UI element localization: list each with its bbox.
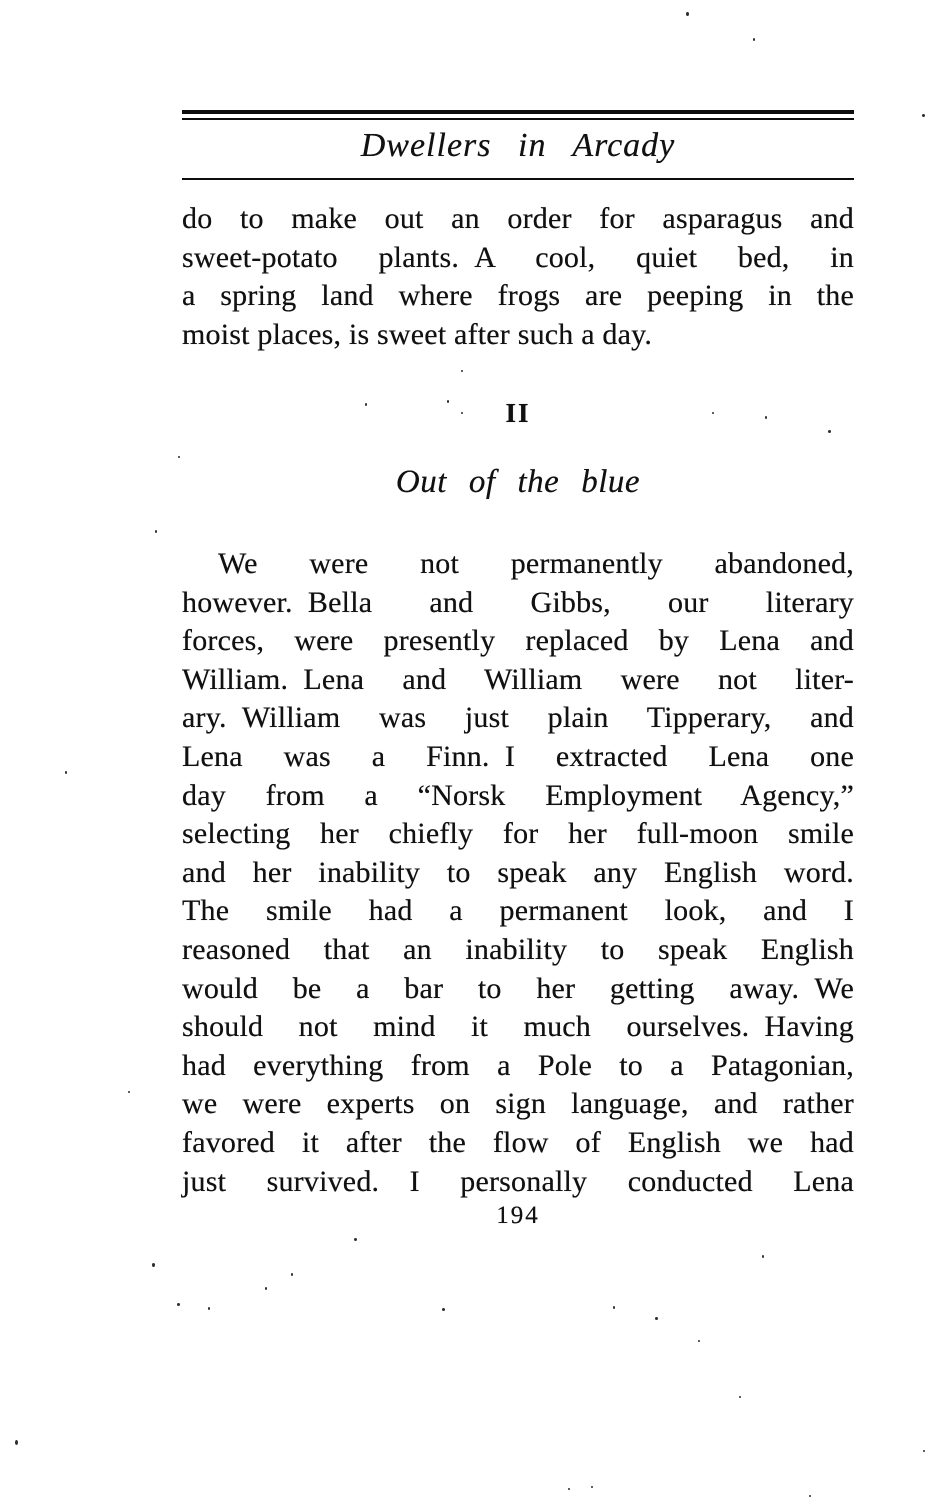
- scan-speck: [178, 456, 180, 458]
- page-number: 194: [496, 1202, 540, 1229]
- scan-speck: [809, 1495, 811, 1497]
- scan-speck: [762, 1255, 764, 1258]
- text-line: should not mind it much ourselves. Having: [182, 1010, 854, 1044]
- scan-speck: [447, 400, 449, 403]
- scan-speck: [128, 1091, 130, 1093]
- paragraph-new-section: [182, 545, 854, 1201]
- scan-speck: [461, 370, 463, 372]
- text-line: just survived. I personally conducted Lena: [182, 1164, 854, 1198]
- scan-speck: [568, 1488, 570, 1490]
- scan-speck: [15, 1440, 18, 1445]
- text-line: would be a bar to her getting away. We: [182, 971, 854, 1005]
- section-title: Out of the blue: [395, 464, 641, 500]
- text-line: forces, were presently replaced by Lena and: [182, 624, 854, 658]
- text-line: William. Lena and William were not liter-: [182, 662, 854, 696]
- text-line: we were experts on sign language, and rather: [182, 1087, 854, 1121]
- scan-speck: [265, 1287, 267, 1290]
- text-line: however. Bella and Gibbs, our literary: [182, 585, 854, 619]
- scan-speck: [753, 38, 755, 41]
- text-line: The smile had a permanent look, and I: [182, 894, 854, 928]
- scan-speck: [461, 412, 463, 414]
- text-line: selecting her chiefly for her full-moon smile: [182, 817, 854, 851]
- text-line: We were not permanently abandoned,: [218, 547, 854, 580]
- scan-speck: [208, 1307, 210, 1310]
- scan-speck: [712, 412, 714, 414]
- scan-speck: [291, 1273, 293, 1276]
- text-line: and her inability to speak any English word.: [182, 855, 854, 889]
- scan-speck: [698, 1340, 700, 1342]
- text-line: moist places, is sweet after such a day.: [182, 317, 653, 351]
- scan-speck: [765, 416, 767, 419]
- scan-speck: [686, 12, 689, 16]
- scan-speck: [442, 1308, 445, 1311]
- scan-speck: [655, 1317, 658, 1320]
- section-number: II: [505, 398, 531, 428]
- scan-speck: [152, 1263, 155, 1267]
- scan-speck: [354, 1238, 357, 1241]
- scan-speck: [65, 771, 67, 774]
- header-double-rule-bottom: [182, 118, 854, 120]
- scan-speck: [828, 430, 831, 433]
- scan-speck: [365, 403, 367, 406]
- header-double-rule-top: [182, 110, 854, 114]
- scan-speck: [591, 1486, 593, 1488]
- scan-speck: [613, 1306, 615, 1309]
- header-underline-rule: [182, 178, 854, 180]
- paragraph-continued: [182, 200, 854, 354]
- text-line: Lena was a Finn. I extracted Lena one: [182, 739, 854, 773]
- running-title: Dwellers in Arcady: [360, 127, 676, 164]
- text-line: a spring land where frogs are peeping in the: [182, 279, 854, 313]
- text-line: do to make out an order for asparagus and: [182, 202, 854, 235]
- scan-speck: [922, 114, 925, 117]
- text-line: sweet-potato plants. A cool, quiet bed, in: [182, 240, 854, 274]
- scan-speck: [739, 1396, 741, 1398]
- text-line: ary. William was just plain Tipperary, and: [182, 701, 854, 735]
- scan-speck: [177, 1303, 180, 1306]
- scan-speck: [923, 1450, 925, 1452]
- text-line: favored it after the flow of English we had: [182, 1125, 854, 1159]
- text-line: day from a “Norsk Employment Agency,”: [182, 778, 854, 812]
- text-line: reasoned that an inability to speak English: [182, 932, 854, 966]
- scan-speck: [155, 530, 157, 533]
- text-line: had everything from a Pole to a Patagonian,: [182, 1048, 854, 1082]
